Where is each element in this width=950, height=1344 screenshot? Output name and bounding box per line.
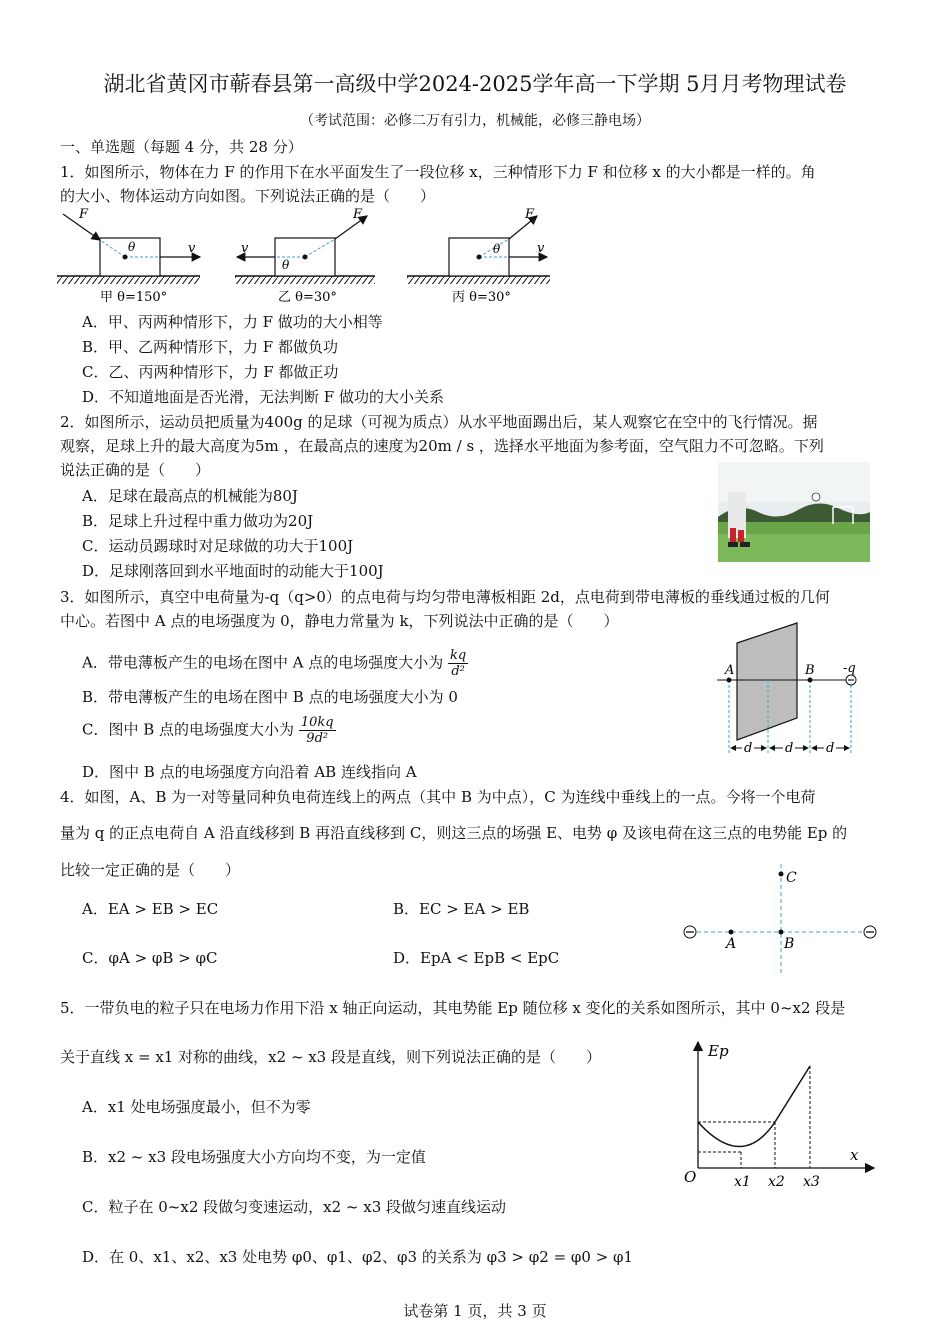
q3-figure: [715, 618, 865, 760]
point-a: [729, 930, 734, 935]
q2-stem-2: 观察，足球上升的最大高度为5m ，在最高点的速度为20m / s ，选择水平地面为参考面，空气阻力不可忽略。下列: [60, 437, 824, 455]
fig-bing-theta: θ: [493, 242, 501, 256]
label-a: A: [726, 936, 737, 952]
fig-jia-v: v: [188, 241, 196, 256]
q2-stem-3: 说法正确的是（ ）: [60, 461, 211, 479]
q2-option-a: A．足球在最高点的机械能为80J: [82, 487, 298, 505]
q3-option-d: D．图中 B 点的电场强度方向沿着 AB 连线指向 A: [82, 763, 417, 781]
label-x2: x2: [768, 1174, 785, 1190]
q1-option-c: C．乙、丙两种情形下，力 F 都做正功: [82, 363, 339, 381]
q3-option-a-text: A．带电薄板产生的电场在图中 A 点的电场强度大小为: [82, 653, 444, 672]
label-ep: Ep: [708, 1042, 729, 1060]
q1-stem-1: 1．如图所示，物体在力 F 的作用下在水平面发生了一段位移 x，三种情形下力 F 和位移 x 的大小都是一样的。角: [60, 163, 816, 181]
fig-bing: [407, 207, 550, 305]
fig-bing-F: F: [525, 207, 535, 222]
label-d-1: d: [744, 741, 753, 756]
fig-yi-theta: θ: [282, 258, 290, 272]
label-x3: x3: [803, 1174, 820, 1190]
q4-option-b: B．EC > EA > EB: [393, 900, 530, 918]
q3-a-denominator: d²: [451, 664, 465, 679]
point-b: [779, 930, 784, 935]
q3-stem-2: 中心。若图中 A 点的电场强度为 0，静电力常量为 k，下列说法中正确的是（ ）: [60, 612, 619, 630]
point-b: [808, 678, 813, 683]
q2-option-b: B．足球上升过程中重力做功为20J: [82, 512, 314, 530]
q2-option-d: D．足球刚落回到水平地面时的动能大于100J: [82, 562, 384, 580]
label-x1: x1: [734, 1174, 751, 1190]
fig-jia-caption: 甲 θ=150°: [100, 290, 168, 305]
fig-bing-v: v: [537, 241, 545, 256]
q5-stem-2: 关于直线 x = x1 对称的曲线，x2 ~ x3 段是直线，则下列说法正确的是（ ）: [60, 1048, 601, 1066]
q3-option-c: [82, 715, 336, 746]
q4-stem-1: 4．如图，A、B 为一对等量同种负电荷连线上的两点（其中 B 为中点），C 为连线中垂线上的一点。今将一个电荷: [60, 788, 816, 806]
q3-option-a: [82, 648, 468, 679]
q5-option-d: D．在 0、x1、x2、x3 处电势 φ0、φ1、φ2、φ3 的关系为 φ3 > φ2 = φ0 > φ1: [82, 1248, 634, 1266]
q3-c-numerator: 10kq: [300, 715, 334, 730]
exam-scope: （考试范围：必修二万有引力，机械能，必修三静电场）: [300, 113, 650, 129]
label-x: x: [850, 1146, 859, 1164]
fig-bing-caption: 丙 θ=30°: [452, 290, 511, 305]
fig-yi-v: v: [241, 241, 249, 256]
fig-yi-F: F: [353, 207, 363, 222]
point-c: [779, 872, 784, 877]
label-origin: O: [684, 1168, 697, 1186]
label-c: C: [786, 870, 797, 886]
q2-option-c: C．运动员踢球时对足球做的功大于100J: [82, 537, 354, 555]
q3-stem-1: 3．如图所示，真空中电荷量为-q（q>0）的点电荷与均匀带电薄板相距 2d，点电荷到带电薄板的垂线通过板的几何: [60, 588, 830, 606]
q5-ep-graph: [678, 1036, 878, 1190]
q4-option-c: C．φA > φB > φC: [82, 949, 218, 967]
q1-option-d: D．不知道地面是否光滑，无法判断 F 做功的大小关系: [82, 388, 444, 406]
fig-jia-theta: θ: [128, 240, 136, 254]
fig-jia-F: F: [79, 207, 89, 222]
page-title: 湖北省黄冈市蕲春县第一高级中学2024-2025学年高一下学期 5月月考物理试卷: [103, 72, 847, 96]
q1-figures: [55, 206, 555, 306]
label-b: B: [805, 663, 815, 678]
q5-option-c: C．粒子在 0~x2 段做匀变速运动，x2 ~ x3 段做匀速直线运动: [82, 1198, 507, 1216]
q4-option-a: A．EA > EB > EC: [82, 900, 219, 918]
charged-plate: [737, 623, 797, 740]
q1-option-b: B．甲、乙两种情形下，力 F 都做负功: [82, 338, 338, 356]
label-a: A: [725, 663, 735, 678]
q5-stem-1: 5．一带负电的粒子只在电场力作用下沿 x 轴正向运动，其电势能 Ep 随位移 x 变化的关系如图所示，其中 0~x2 段是: [60, 999, 846, 1017]
q5-option-a: A．x1 处电场强度最小，但不为零: [82, 1098, 311, 1116]
q3-a-numerator: kq: [450, 648, 467, 663]
q4-stem-2: 量为 q 的正点电荷自 A 沿直线移到 B 再沿直线移到 C，则这三点的场强 E、电势 φ 及该电荷在这三点的电势能 Ep 的: [60, 824, 848, 842]
label-d-3: d: [826, 741, 835, 756]
fig-yi: [235, 207, 375, 305]
label-d-2: d: [785, 741, 794, 756]
q2-stem-1: 2．如图所示，运动员把质量为400g 的足球（可视为质点）从水平地面踢出后，某人观察它在空中的飞行情况。据: [60, 413, 818, 431]
ep-curve: [698, 1066, 810, 1147]
q4-figure: [678, 858, 883, 976]
q5-option-b: B．x2 ~ x3 段电场强度大小方向均不变，为一定值: [82, 1148, 426, 1166]
fig-jia: [57, 207, 200, 305]
q1-stem-2: 的大小、物体运动方向如图。下列说法正确的是（ ）: [60, 187, 436, 205]
page-footer: 试卷第 1 页，共 3 页: [403, 1302, 547, 1320]
point-a: [727, 678, 732, 683]
q3-c-denominator: 9d²: [306, 731, 329, 746]
q4-stem-3: 比较一定正确的是（ ）: [60, 861, 241, 879]
football-photo: [718, 462, 870, 562]
q3-option-b: B．带电薄板产生的电场在图中 B 点的电场强度大小为 0: [82, 688, 458, 706]
label-b: B: [784, 936, 795, 952]
fig-yi-caption: 乙 θ=30°: [278, 290, 337, 305]
section-heading: 一、单选题（每题 4 分，共 28 分）: [60, 138, 303, 156]
q4-option-d: D．EpA < EpB < EpC: [393, 949, 560, 967]
label-charge: -q: [843, 661, 856, 676]
q1-option-a: A．甲、丙两种情形下，力 F 做功的大小相等: [82, 313, 383, 331]
q3-option-c-text: C．图中 B 点的电场强度大小为: [82, 720, 295, 739]
